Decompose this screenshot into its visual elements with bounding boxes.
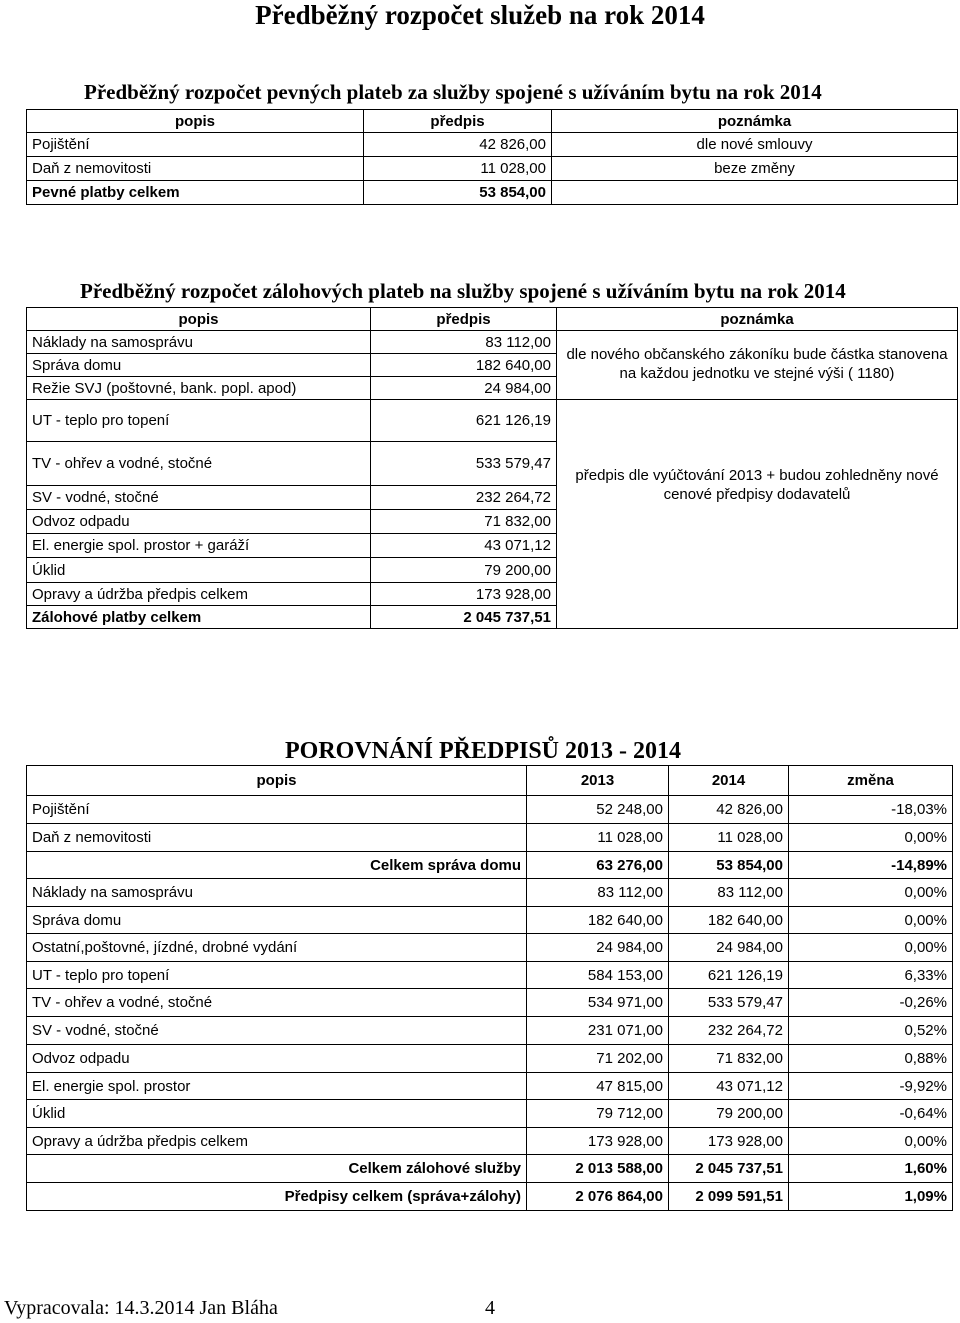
row-2013: 2 076 864,00	[527, 1183, 669, 1211]
row-zmena: 1,09%	[789, 1183, 953, 1211]
row-popis: SV - vodné, stočné	[27, 1017, 527, 1045]
row-popis: Náklady na samosprávu	[27, 879, 527, 907]
row-2013: 47 815,00	[527, 1073, 669, 1100]
row-2014: 173 928,00	[669, 1128, 789, 1155]
subtotal-row	[27, 1183, 953, 1211]
row-2013: 534 971,00	[527, 989, 669, 1017]
table-row	[27, 962, 953, 989]
row-popis: Ostatní,poštovné, jízdné, drobné vydání	[27, 934, 527, 962]
row-2014: 24 984,00	[669, 934, 789, 962]
row-zmena: 0,00%	[789, 934, 953, 962]
fixed-payments-title: Předběžný rozpočet pevných plateb za služby spojené s užíváním bytu na rok 2014	[84, 80, 822, 104]
table-row	[27, 907, 953, 934]
row-2014: 182 640,00	[669, 907, 789, 934]
row-popis: Odvoz odpadu	[27, 510, 371, 534]
row-zmena: -0,64%	[789, 1100, 953, 1128]
row-2013: 71 202,00	[527, 1045, 669, 1073]
table-row	[27, 157, 958, 181]
row-2014: 71 832,00	[669, 1045, 789, 1073]
total-row	[27, 181, 958, 205]
total-popis: Zálohové platby celkem	[27, 606, 371, 629]
table-row	[27, 1100, 953, 1128]
row-zmena: 6,33%	[789, 962, 953, 989]
row-popis: Odvoz odpadu	[27, 1045, 527, 1073]
row-popis: El. energie spol. prostor + garáží	[27, 534, 371, 558]
row-predpis: 71 832,00	[371, 510, 557, 534]
header-2013: 2013	[527, 766, 669, 796]
row-popis: Náklady na samosprávu	[27, 331, 371, 354]
row-zmena: 0,00%	[789, 1128, 953, 1155]
advance-payments-title: Předběžný rozpočet zálohových plateb na služby spojené s užíváním bytu na rok 2014	[80, 279, 846, 303]
subtotal-row	[27, 1155, 953, 1183]
row-predpis: 24 984,00	[371, 377, 557, 400]
table-row	[27, 796, 953, 824]
row-popis: TV - ohřev a vodné, stočné	[27, 442, 371, 486]
row-predpis: 83 112,00	[371, 331, 557, 354]
comparison-table	[26, 765, 953, 1211]
total-popis: Pevné platby celkem	[27, 181, 364, 205]
row-2014: 232 264,72	[669, 1017, 789, 1045]
note-civil-code: dle nového občanského zákoníku bude částka stanovena na každou jednotku ve stejné výši ( 1180)	[557, 331, 958, 400]
row-poznamka: beze změny	[552, 157, 958, 181]
total-predpis: 53 854,00	[364, 181, 552, 205]
row-predpis: 42 826,00	[364, 133, 552, 157]
row-2013: 231 071,00	[527, 1017, 669, 1045]
row-popis: Předpisy celkem (správa+zálohy)	[27, 1183, 527, 1211]
row-popis: SV - vodné, stočné	[27, 486, 371, 510]
row-2014: 43 071,12	[669, 1073, 789, 1100]
row-popis: TV - ohřev a vodné, stočné	[27, 989, 527, 1017]
row-predpis: 173 928,00	[371, 583, 557, 606]
table-row	[27, 1045, 953, 1073]
row-2014: 621 126,19	[669, 962, 789, 989]
row-predpis: 43 071,12	[371, 534, 557, 558]
total-poznamka	[552, 181, 958, 205]
row-zmena: -9,92%	[789, 1073, 953, 1100]
table-row	[27, 1128, 953, 1155]
row-predpis: 11 028,00	[364, 157, 552, 181]
table-header-row	[27, 308, 958, 331]
table-row	[27, 133, 958, 157]
header-poznamka: poznámka	[557, 308, 958, 331]
table-header-row	[27, 110, 958, 133]
row-zmena: 0,00%	[789, 907, 953, 934]
subtotal-row	[27, 852, 953, 879]
comparison-title: POROVNÁNÍ PŘEDPISŮ 2013 - 2014	[285, 738, 681, 764]
header-2014: 2014	[669, 766, 789, 796]
row-zmena: 0,88%	[789, 1045, 953, 1073]
footer-page-number: 4	[485, 1297, 495, 1319]
table-row	[27, 1073, 953, 1100]
row-2014: 83 112,00	[669, 879, 789, 907]
table-row	[27, 1017, 953, 1045]
table-row	[27, 989, 953, 1017]
row-zmena: -14,89%	[789, 852, 953, 879]
row-popis: Daň z nemovitosti	[27, 824, 527, 852]
table-row	[27, 824, 953, 852]
row-2013: 83 112,00	[527, 879, 669, 907]
row-popis: UT - teplo pro topení	[27, 962, 527, 989]
row-zmena: -0,26%	[789, 989, 953, 1017]
row-popis: Daň z nemovitosti	[27, 157, 364, 181]
total-predpis: 2 045 737,51	[371, 606, 557, 629]
row-2013: 63 276,00	[527, 852, 669, 879]
row-2013: 182 640,00	[527, 907, 669, 934]
row-2013: 24 984,00	[527, 934, 669, 962]
header-predpis: předpis	[371, 308, 557, 331]
row-2013: 11 028,00	[527, 824, 669, 852]
row-popis: El. energie spol. prostor	[27, 1073, 527, 1100]
table-row	[27, 331, 958, 354]
row-popis: Celkem zálohové služby	[27, 1155, 527, 1183]
row-zmena: 0,52%	[789, 1017, 953, 1045]
row-2014: 11 028,00	[669, 824, 789, 852]
row-2014: 2 045 737,51	[669, 1155, 789, 1183]
table-row	[27, 879, 953, 907]
row-2013: 173 928,00	[527, 1128, 669, 1155]
row-zmena: -18,03%	[789, 796, 953, 824]
row-popis: Pojištění	[27, 133, 364, 157]
row-2013: 79 712,00	[527, 1100, 669, 1128]
row-popis: Režie SVJ (poštovné, bank. popl. apod)	[27, 377, 371, 400]
row-predpis: 533 579,47	[371, 442, 557, 486]
header-popis: popis	[27, 308, 371, 331]
table-row	[27, 400, 958, 442]
row-zmena: 1,60%	[789, 1155, 953, 1183]
header-predpis: předpis	[364, 110, 552, 133]
row-2013: 584 153,00	[527, 962, 669, 989]
note-billing: předpis dle vyúčtování 2013 + budou zohledněny nové cenové předpisy dodavatelů	[557, 400, 958, 629]
header-popis: popis	[27, 110, 364, 133]
fixed-payments-table	[26, 109, 958, 205]
row-popis: Úklid	[27, 558, 371, 583]
row-predpis: 182 640,00	[371, 354, 557, 377]
row-poznamka: dle nové smlouvy	[552, 133, 958, 157]
header-popis: popis	[27, 766, 527, 796]
row-popis: Správa domu	[27, 907, 527, 934]
document-title: Předběžný rozpočet služeb na rok 2014	[255, 0, 705, 30]
row-popis: UT - teplo pro topení	[27, 400, 371, 442]
row-2013: 52 248,00	[527, 796, 669, 824]
advance-payments-table	[26, 307, 958, 629]
row-popis: Správa domu	[27, 354, 371, 377]
table-row	[27, 934, 953, 962]
row-zmena: 0,00%	[789, 879, 953, 907]
header-poznamka: poznámka	[552, 110, 958, 133]
header-zmena: změna	[789, 766, 953, 796]
footer-prepared-by: Vypracovala: 14.3.2014 Jan Bláha	[4, 1297, 278, 1319]
row-2014: 42 826,00	[669, 796, 789, 824]
row-popis: Pojištění	[27, 796, 527, 824]
row-zmena: 0,00%	[789, 824, 953, 852]
row-2014: 79 200,00	[669, 1100, 789, 1128]
row-predpis: 621 126,19	[371, 400, 557, 442]
row-predpis: 232 264,72	[371, 486, 557, 510]
row-popis: Úklid	[27, 1100, 527, 1128]
row-popis: Opravy a údržba předpis celkem	[27, 1128, 527, 1155]
row-2014: 2 099 591,51	[669, 1183, 789, 1211]
row-predpis: 79 200,00	[371, 558, 557, 583]
row-2014: 53 854,00	[669, 852, 789, 879]
row-popis: Celkem správa domu	[27, 852, 527, 879]
row-popis: Opravy a údržba předpis celkem	[27, 583, 371, 606]
table-header-row	[27, 766, 953, 796]
row-2013: 2 013 588,00	[527, 1155, 669, 1183]
row-2014: 533 579,47	[669, 989, 789, 1017]
